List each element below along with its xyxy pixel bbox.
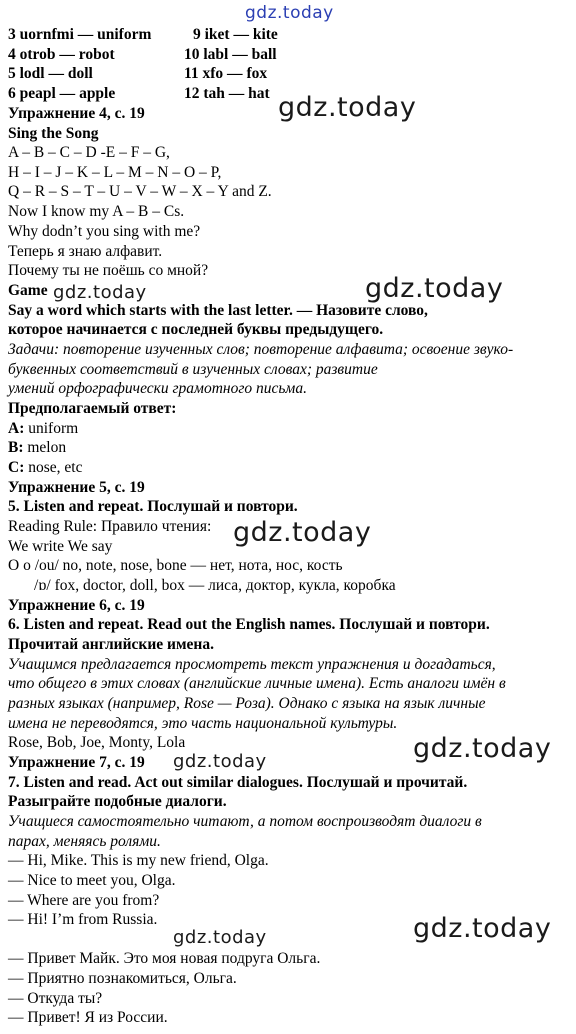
note-text: что общего в этих словах (английские личные имена). Есть аналоги имён в	[8, 675, 506, 692]
watermark-top: gdz.today	[245, 3, 334, 23]
dialog-line: — Hi, Mike. This is my new friend, Olga.	[8, 852, 269, 869]
exercise-heading: Упражнение 6, с. 19	[8, 597, 145, 614]
watermark: gdz.today	[233, 517, 372, 548]
song-title: Sing the Song	[8, 125, 99, 142]
watermark: gdz.today	[413, 913, 552, 944]
song-line: Why dodn’t you sing with me?	[8, 223, 201, 240]
song-line: Q – R – S – T – U – V – W – X – Y and Z.	[8, 183, 272, 200]
song-line: Теперь я знаю алфавит.	[8, 243, 163, 260]
dialog-line: — Nice to meet you, Olga.	[8, 872, 176, 889]
song-line: H – I – J – K – L – M – N – O – P,	[8, 164, 222, 181]
word-row: 12 tah — hat	[184, 85, 270, 102]
rule-text: Reading Rule: Правило чтения:	[8, 518, 212, 535]
watermark: gdz.today	[173, 927, 267, 948]
song-line: Now I know my A – B – Cs.	[8, 203, 185, 220]
rule-text: We write We say	[8, 538, 113, 555]
watermark: gdz.today	[413, 733, 552, 764]
word-row: 5 lodl — doll	[8, 65, 93, 82]
answer-row: A: uniform	[8, 420, 79, 437]
note-text: разных языках (например, Rose — Роза). Однако с языка на язык личные	[8, 695, 486, 712]
rule-row: O o /ou/ no, note, nose, bone — нет, нота, нос, кость	[8, 557, 343, 574]
song-line: Почему ты не поёшь со мной?	[8, 262, 209, 279]
goals-text: буквенных соответствий в изученных словах; развитие	[8, 361, 378, 378]
exercise-heading: Упражнение 4, с. 19	[8, 105, 145, 122]
dialog-line: — Привет Майк. Это моя новая подруга Ольга.	[8, 950, 321, 967]
task-text: Прочитай английские имена.	[8, 636, 214, 653]
game-label: Game	[8, 282, 48, 299]
word-row: 10 labl — ball	[184, 46, 277, 63]
exercise-heading: Упражнение 5, с. 19	[8, 479, 145, 496]
goals-text: Задачи: повторение изученных слов; повторение алфавита; освоение звуко-	[8, 341, 514, 358]
watermark: gdz.today	[173, 751, 267, 772]
answer-row: B: melon	[8, 439, 67, 456]
names-text: Rose, Bob, Joe, Monty, Lola	[8, 734, 186, 751]
task-text: Разыграйте подобные диалоги.	[8, 793, 227, 810]
word-row: 9 iket — kite	[193, 26, 278, 43]
task-text: 7. Listen and read. Act out similar dialogues. Послушай и прочитай.	[8, 774, 468, 791]
word-row: 4 otrob — robot	[8, 46, 115, 63]
exercise-heading: Упражнение 7, с. 19	[8, 754, 145, 771]
rule-row: /ɒ/ fox, doctor, doll, box — лиса, доктор, кукла, коробка	[34, 577, 396, 594]
dialog-line: — Hi! I’m from Russia.	[8, 911, 158, 928]
goals-text: умений орфографически грамотного письма.	[8, 380, 307, 397]
watermark: gdz.today	[278, 92, 417, 123]
dialog-line: — Приятно познакомиться, Ольга.	[8, 970, 237, 987]
task-text: которое начинается с последней буквы предыдущего.	[8, 321, 384, 338]
dialog-line: — Привет! Я из России.	[8, 1009, 168, 1026]
task-text: 5. Listen and repeat. Послушай и повтори.	[8, 498, 298, 515]
word-row: 6 peapl — apple	[8, 85, 116, 102]
note-text: Учащиеся самостоятельно читают, а потом воспроизводят диалоги в	[8, 813, 482, 830]
word-row: 11 xfo — fox	[184, 65, 268, 82]
task-text: 6. Listen and repeat. Read out the English names. Послушай и повтори.	[8, 616, 490, 633]
note-text: парах, меняясь ролями.	[8, 833, 161, 850]
note-text: имена не переводятся, это часть национальной культуры.	[8, 715, 398, 732]
note-text: Учащимся предлагается просмотреть текст упражнения и догадаться,	[8, 656, 496, 673]
answer-row: C: nose, etc	[8, 459, 83, 476]
task-text: Say a word which starts with the last letter. — Назовите слово,	[8, 302, 428, 319]
dialog-line: — Where are you from?	[8, 892, 160, 909]
word-row: 3 uornfmi — uniform	[8, 26, 152, 43]
watermark: gdz.today	[365, 273, 504, 304]
dialog-line: — Откуда ты?	[8, 990, 103, 1007]
song-line: A – B – C – D -E – F – G,	[8, 144, 170, 161]
watermark: gdz.today	[53, 282, 147, 303]
answer-label: Предполагаемый ответ:	[8, 400, 177, 417]
